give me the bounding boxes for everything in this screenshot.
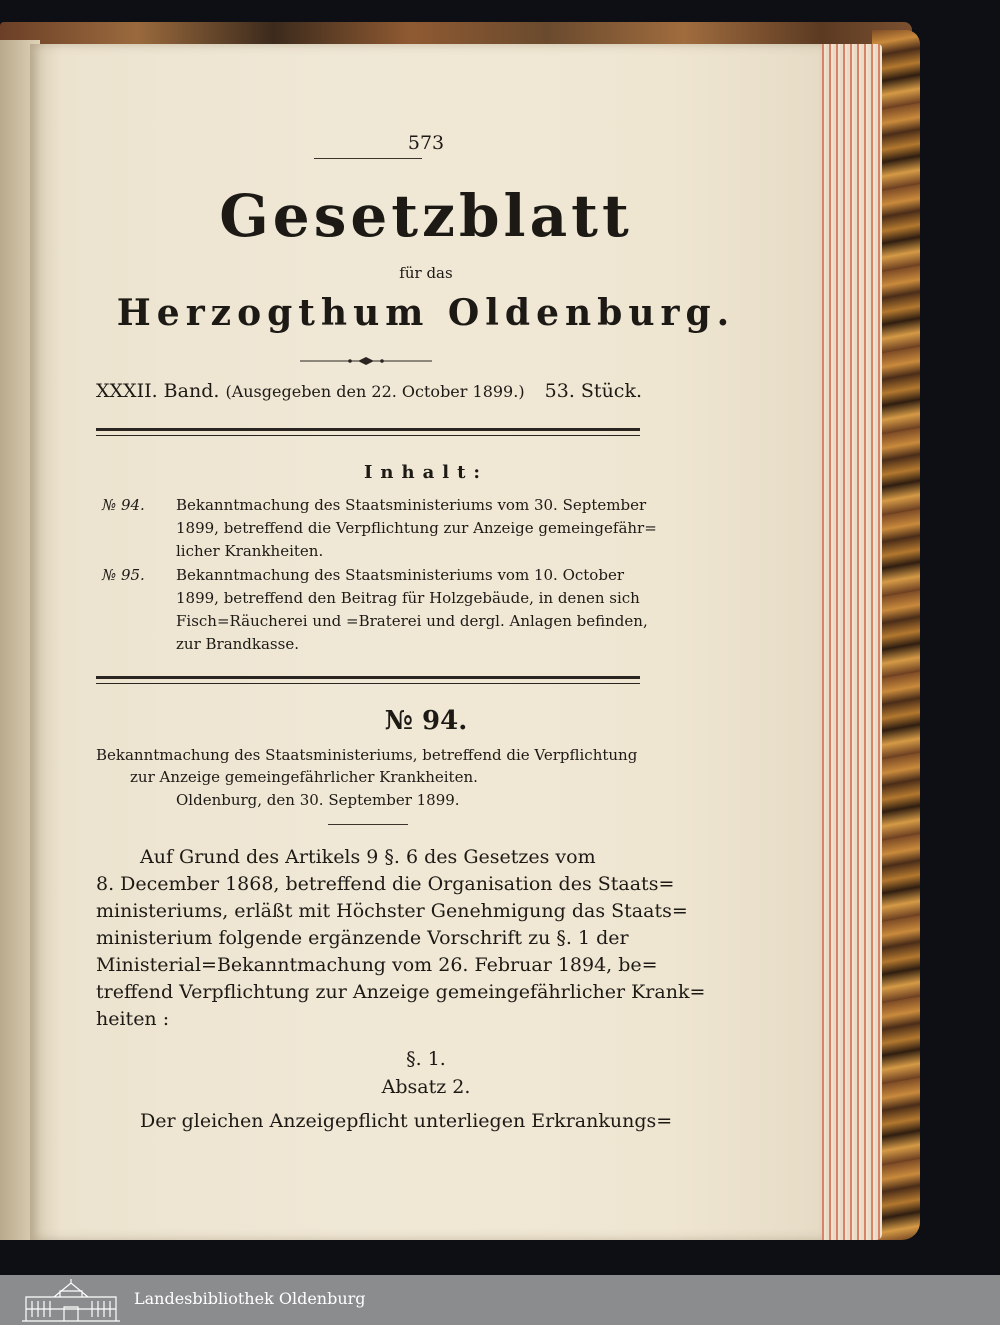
double-rule-bottom [96,676,640,684]
toc-item-line: 1899, betreffend den Beitrag für Holzgebäude, in denen sich [176,589,640,607]
issue-line [96,380,676,402]
toc-item-number: № 95. [102,566,145,584]
body-line: Der gleichen Anzeigepflicht unterliegen Erkrankungs= [140,1110,673,1132]
body-line: Ministerial=Bekanntmachung vom 26. Februar 1894, be= [96,954,658,976]
article-heading-line: zur Anzeige gemeingefährlicher Krankheiten. [130,768,478,786]
body-line: treffend Verpflichtung zur Anzeige gemeingefährlicher Krank= [96,981,706,1003]
body-line: ministerium folgende ergänzende Vorschrift zu §. 1 der [96,927,629,949]
body-line: Auf Grund des Artikels 9 §. 6 des Gesetzes vom [140,846,596,868]
section-number: §. 1. [406,1048,446,1070]
toc-item-line: licher Krankheiten. [176,542,324,560]
library-building-icon [20,1277,122,1323]
toc-item-line: 1899, betreffend die Verpflichtung zur Anzeige gemeingefähr= [176,519,657,537]
page-number: 573 [407,132,445,154]
issue-band: XXXII. Band. [96,380,220,402]
footer-bar [0,1275,1000,1325]
contents-heading: Inhalt: [363,462,489,483]
toc-item-line: Bekanntmachung des Staatsministeriums vom 10. October [176,566,624,584]
toc-item-line: Bekanntmachung des Staatsministeriums vom 30. September [176,496,647,514]
ornament-divider [300,356,432,366]
title-preposition: für das [399,264,453,282]
issue-stueck: 53. Stück. [544,380,642,402]
paragraph-label: Absatz 2. [381,1076,471,1098]
body-line: 8. December 1868, betreffend die Organisation des Staats= [96,873,675,895]
toc-item-line: Fisch=Räucherei und =Braterei und dergl. Anlagen befinden, [176,612,648,630]
toc-item-line: zur Brandkasse. [176,635,299,653]
section-rule [328,824,408,825]
article-number: № 94. [384,706,468,736]
document-page [30,44,822,1240]
toc-item-number: № 94. [102,496,145,514]
page-subtitle: Herzogthum Oldenburg. [116,292,736,334]
page-title: Gesetzblatt [219,182,633,250]
issue-date: (Ausgegeben den 22. October 1899.) [225,382,525,401]
article-place-date: Oldenburg, den 30. September 1899. [176,791,460,809]
double-rule-top [96,428,640,436]
body-line: heiten : [96,1008,170,1030]
page-number-rule [314,158,422,159]
body-line: ministeriums, erläßt mit Höchster Genehmigung das Staats= [96,900,688,922]
page-edges [812,44,882,1240]
library-name: Landesbibliothek Oldenburg [134,1289,366,1308]
article-heading-line: Bekanntmachung des Staatsministeriums, betreffend die Verpflichtung [96,746,638,764]
